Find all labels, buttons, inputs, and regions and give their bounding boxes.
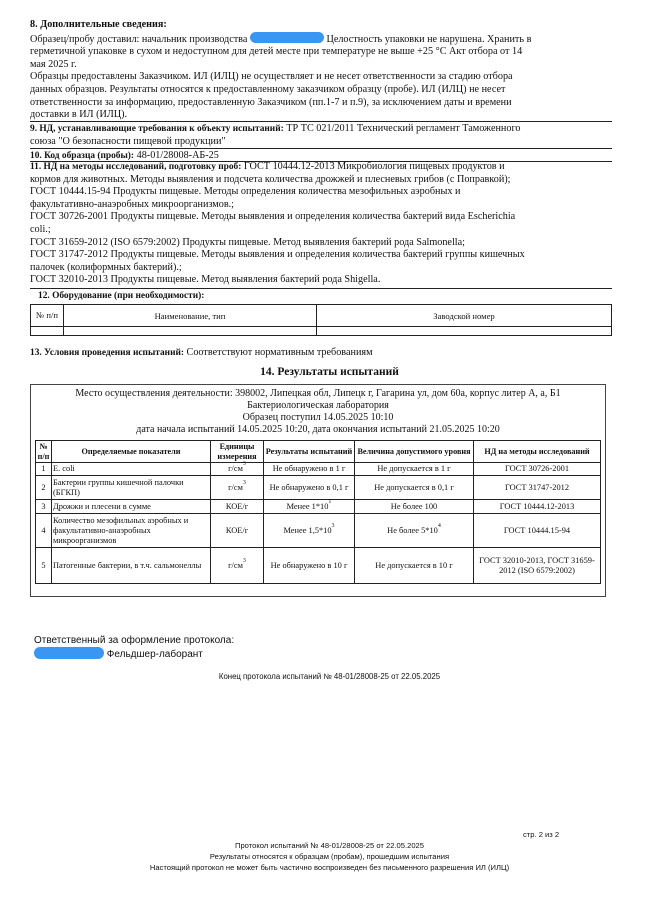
storage-text-2: мая 2025 г.	[30, 58, 77, 70]
col-num-header: № п/п	[31, 305, 64, 327]
row-unit: КОЕ/г	[211, 500, 264, 514]
responsible-block	[34, 634, 234, 661]
section-9-value: ТР ТС 021/2011 Технический регламент Таможенного	[283, 123, 521, 134]
method-line-7: ГОСТ 31747-2012 Продукты пищевые. Методы выявления и определения количества бактерий группы кишечных	[30, 249, 525, 261]
method-line-1: кормов для животных. Методы выявления и подсчета количества дрожжей и плесневых грибов (с Поправкой);	[30, 173, 511, 185]
sample-code: 48-01/28008-АБ-25	[136, 150, 219, 161]
footer-line-3: Настоящий протокол не может быть частично воспроизведен без письменного разрешения ИЛ (ИЛЦ)	[149, 863, 510, 872]
section-10-label: 10. Код образца (пробы):	[30, 151, 135, 161]
method-line-6: ГОСТ 31659-2012 (ISO 6579:2002) Продукты пищевые. Метод выявления бактерий рода Salmonella;	[30, 236, 465, 248]
section-8	[30, 19, 612, 122]
results-table	[35, 440, 601, 584]
row-result: Не обнаружено в 1 г	[264, 463, 355, 476]
row-num: 1	[36, 463, 52, 476]
row-num: 4	[36, 514, 52, 548]
row-num: 5	[36, 548, 52, 584]
header-num: № п/п	[36, 441, 52, 463]
row-result: Менее $1*10^1$	[264, 500, 355, 514]
row-method: ГОСТ 30726-2001	[474, 463, 601, 476]
row-result: Менее $1,5*10^3$	[264, 514, 355, 548]
divider	[30, 121, 612, 122]
results-header	[31, 388, 605, 436]
row-unit: $г/см^3$	[211, 476, 264, 500]
delivery-text: Образец/пробу доставил: начальник производства	[30, 33, 248, 45]
table-cell	[64, 327, 317, 336]
section-9	[30, 123, 612, 148]
lab-text: Бактериологическая лаборатория	[247, 400, 389, 411]
header-unit: Единицы измерения	[211, 441, 264, 463]
footer-line-2: Результаты относятся к образцам (пробам), прошедшим испытания	[209, 852, 450, 861]
row-indicator: Дрожжи и плесени в сумме	[52, 500, 211, 514]
section-12	[38, 290, 620, 303]
responsible-position: Фельдшер-лаборант	[106, 649, 203, 660]
method-line-8: палочек (колиформных бактерий).;	[30, 261, 182, 273]
row-allowed: Не допускается в 10 г	[355, 548, 474, 584]
end-of-protocol: Конец протокола испытаний № 48-01/28008-25 от 22.05.2025	[218, 672, 441, 681]
row-method: ГОСТ 10444.15-94	[474, 514, 601, 548]
header-method: НД на методы исследований	[474, 441, 601, 463]
table-row	[36, 476, 601, 500]
equipment-table	[30, 304, 612, 336]
disclaimer-1: Образцы предоставлены Заказчиком. ИЛ (ИЛЦ) не осуществляет и не несет ответственности за стадию отбора	[30, 71, 513, 83]
section-8-label: 8. Дополнительные сведения:	[30, 19, 167, 30]
section-11-label: 11. НД на методы исследований, подготовку проб:	[30, 162, 242, 172]
section-11	[30, 161, 612, 287]
method-line-0: ГОСТ 10444.12-2013 Микробиология пищевых продуктов и	[241, 161, 505, 172]
row-result: Не обнаружено в 0,1 г	[264, 476, 355, 500]
results-box	[30, 384, 606, 597]
page-number: стр. 2 из 2	[523, 830, 560, 839]
row-num: 3	[36, 500, 52, 514]
results-title: 14. Результаты испытаний	[260, 366, 399, 378]
method-line-9: ГОСТ 32010-2013 Продукты пищевые. Метод выявления бактерий рода Shigella.	[30, 274, 381, 286]
table-cell	[317, 327, 612, 336]
row-num: 2	[36, 476, 52, 500]
row-allowed: Не допускается в 1 г	[355, 463, 474, 476]
row-allowed: Не более $5*10^4$	[355, 514, 474, 548]
row-indicator: Патогенные бактерии, в т.ч. сальмонеллы	[52, 548, 211, 584]
received-text: Образец поступил 14.05.2025 10:10	[242, 412, 394, 423]
table-row	[36, 463, 601, 476]
storage-text: герметичной упаковке в сухом и недоступном для детей месте при температуре не выше +25 °С Акт отбора от 14	[30, 46, 523, 58]
row-unit: $г/см^3$	[211, 548, 264, 584]
row-indicator: Бактерии группы кишечной палочки (БГКП)	[52, 476, 211, 500]
table-row	[36, 514, 601, 548]
row-method: ГОСТ 10444.12-2013	[474, 500, 601, 514]
redacted-name	[250, 32, 324, 43]
row-method: ГОСТ 32010-2013, ГОСТ 31659-2012 (ISO 6579:2002)	[474, 548, 601, 584]
method-line-4: ГОСТ 30726-2001 Продукты пищевые. Методы выявления и определения количества бактерий вида Escherichia	[30, 211, 516, 223]
header-allowed: Величина допустимого уровня	[355, 441, 474, 463]
dates-text: дата начала испытаний 14.05.2025 10:20, дата окончания испытаний 21.05.2025 10:20	[136, 424, 500, 435]
method-line-2: ГОСТ 10444.15-94 Продукты пищевые. Методы определения количества мезофильных аэробных и	[30, 186, 461, 198]
method-line-5: coli.;	[30, 223, 51, 235]
footer-line-1: Протокол испытаний № 48-01/28008-25 от 22.05.2025	[234, 841, 424, 850]
redacted-name	[34, 647, 104, 659]
header-indicator: Определяемые показатели	[52, 441, 211, 463]
table-cell	[31, 327, 64, 336]
row-indicator: Количество мезофильных аэробных и факультативно-анаэробных микроорганизмов	[52, 514, 211, 548]
section-13-label: 13. Условия проведения испытаний:	[30, 348, 184, 358]
row-unit: КОЕ/г	[211, 514, 264, 548]
section-13	[30, 347, 612, 360]
section-9-label: 9. НД, устанавливающие требования к объекту испытаний:	[30, 124, 284, 134]
section-13-value: Соответствуют нормативным требованиям	[184, 347, 373, 358]
row-method: ГОСТ 31747-2012	[474, 476, 601, 500]
divider	[30, 148, 612, 149]
place-text: Место осуществления деятельности: 398002, Липецкая обл, Липецк г, Гагарина ул, дом 60а, корпус литер А, а, Б1	[75, 388, 561, 399]
row-unit: $г/см^3$	[211, 463, 264, 476]
section-9-value-2: союза "О безопасности пищевой продукции"	[30, 135, 226, 147]
responsible-label: Ответственный за оформление протокола:	[34, 635, 235, 646]
row-indicator: E. coli	[52, 463, 211, 476]
section-12-label: 12. Оборудование (при необходимости):	[38, 291, 205, 301]
packaging-text: Целостность упаковки не нарушена. Хранить в	[326, 33, 532, 45]
table-row	[36, 548, 601, 584]
header-result: Результаты испытаний	[264, 441, 355, 463]
row-result: Не обнаружено в 10 г	[264, 548, 355, 584]
disclaimer-2: данных образцов. Результаты относятся к предоставленному заказчиком образцу (пробе). ИЛ (ИЛЦ) не несет	[30, 83, 506, 95]
table-row	[36, 500, 601, 514]
divider	[30, 288, 612, 289]
method-line-3: факультативно-анаэробных микроорганизмов.;	[30, 198, 235, 210]
col-serial-header: Заводской номер	[317, 305, 612, 327]
disclaimer-4: доставки в ИЛ (ИЛЦ).	[30, 109, 128, 121]
col-name-header: Наименование, тип	[64, 305, 317, 327]
row-allowed: Не допускается в 0,1 г	[355, 476, 474, 500]
disclaimer-3: ответственности за информацию, предоставленную Заказчиком (пп.1-7 и п.9), за исключением даты и времени	[30, 96, 512, 108]
row-allowed: Не более 100	[355, 500, 474, 514]
